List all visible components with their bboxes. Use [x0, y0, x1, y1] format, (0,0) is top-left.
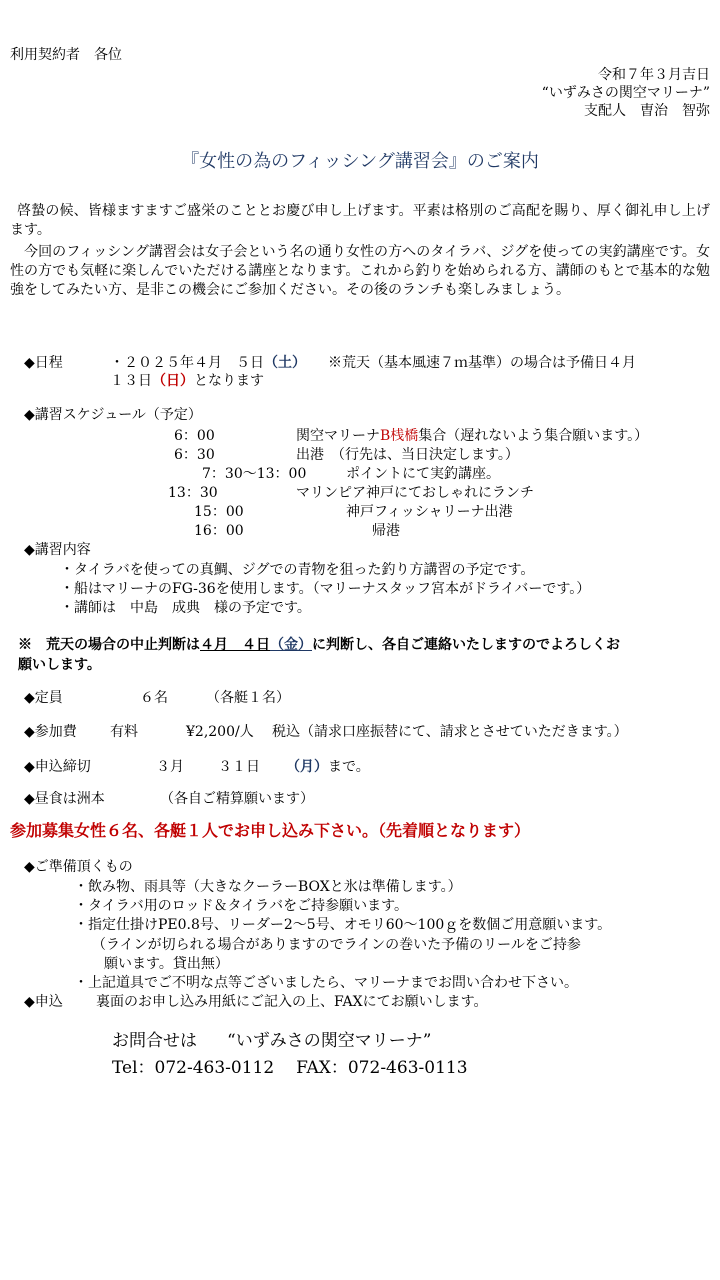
schedule-date-line [110, 354, 636, 373]
contact-tel: Tel：072-463-0112 [112, 1058, 275, 1078]
cancel-weekday: （金） [270, 637, 312, 653]
schedule-desc: マリンピア神戸にておしゃれにランチ [296, 485, 534, 501]
schedule-date: ・２０２５年４月 ５日 [110, 355, 264, 371]
deadline-label: ◆申込締切 [24, 759, 91, 775]
contact-label: お問合せは [112, 1031, 197, 1051]
capacity-note: （各艇１名） [206, 690, 290, 706]
contact-line2 [112, 1056, 468, 1080]
schedule-time: 15：00 [194, 504, 244, 520]
signer: 支配人 曺治 智弥 [584, 103, 710, 119]
contact-line1 [112, 1029, 431, 1053]
prep-item: 願います。貸出無） [104, 956, 229, 972]
fee-label: ◆参加費 [24, 724, 77, 740]
apply-label: ◆申込 [24, 994, 63, 1010]
schedule-time: 16：00 [194, 523, 244, 539]
prep-label: ◆ご準備頂くもの [24, 859, 133, 875]
addressee: 利用契約者 各位 [10, 47, 122, 63]
prep-item: ・指定仕掛けPE0.8号、リーダー2～5号、オモリ60～100ｇを数個ご用意願います。 [74, 917, 612, 933]
schedule-date-label: ◆日程 [24, 355, 63, 371]
lecture-content-item: ・講師は 中島 成典 様の予定です。 [60, 600, 311, 616]
alt-weekday: （日） [152, 373, 194, 389]
alt-date: １３日 [110, 373, 152, 389]
deadline-weekday-line: （月）まで。 [286, 759, 370, 775]
prep-item: ・上記道具でご不明な点等ございましたら、マリーナまでお問い合わせ下さい。 [74, 975, 578, 991]
intro-paragraph-2: 今回のフィッシング講習会は女子会という名の通り女性の方へのタイラバ、ジグを使っての実釣講座です。女性の方でも気軽に楽しんでいただける講座となります。これから釣りを始められる方、講師のもとで基本的な勉強をしてみたい方、是非この機会にご参加ください。その後のランチも楽しみましょう。 [10, 244, 710, 298]
alt-date-line [110, 372, 264, 391]
fee-note: 税込（請求口座振替にて、請求とさせていただきます。） [272, 724, 628, 740]
prep-item: （ラインが切られる場合がありますのでラインの巻いた予備のリールをご持参 [92, 937, 581, 953]
schedule-desc: 出港 （行先は、当日決定します。） [296, 447, 519, 463]
lunch-label: ◆昼食は洲本 [24, 791, 105, 807]
intro-paragraph-1: 啓蟄の候、皆様ますますご盛栄のこととお慶び申し上げます。平素は格別のご高配を賜り、厚く御礼申し上げます。 [10, 203, 710, 238]
schedule-desc: 神戸フィッシャリーナ出港 [346, 504, 513, 520]
schedule-time: 7：30～13：00 [202, 466, 307, 482]
lunch-note: （各自ご精算願います） [160, 791, 314, 807]
schedule-desc: 関空マリーナB桟橋集合（遅れないよう集合願います。） [296, 428, 649, 444]
schedule-time: 6：30 [174, 447, 215, 463]
contact-fax: FAX：072-463-0113 [296, 1058, 468, 1078]
organization: “いずみさの関空マリーナ” [541, 85, 710, 101]
prep-item: ・タイラバ用のロッド＆タイラバをご持参願います。 [74, 898, 409, 914]
cancel-notice: ※ 荒天の場合の中止判断は４月 ４日（金）に判断し、各自ご連絡いたしますのでよろしくお [18, 637, 620, 653]
cancel-notice-line2: 願いします。 [18, 657, 101, 673]
schedule-time: 13：30 [168, 485, 218, 501]
issue-date: 令和７年３月吉日 [598, 67, 710, 83]
deadline-month: ３月 [156, 759, 184, 775]
cancel-date: ４月 ４日 [200, 637, 270, 653]
alt-tail: となります [194, 373, 264, 389]
capacity-label: ◆定員 [24, 690, 63, 706]
schedule-desc: ポイントにて実釣講座。 [346, 466, 500, 482]
capacity-value: ６名 [140, 690, 168, 706]
schedule-desc: 帰港 [372, 523, 400, 539]
schedule-weekday: （土） [264, 355, 306, 371]
lecture-schedule-label: ◆講習スケジュール（予定） [24, 407, 202, 423]
rain-note: ※荒天（基本風速７ｍ基準）の場合は予備日４月 [328, 355, 636, 371]
prep-item: ・飲み物、雨具等（大きなクーラーBOXと氷は準備します。） [74, 879, 462, 895]
contact-org: “いずみさの関空マリーナ” [227, 1031, 432, 1051]
page-title: 『女性の為のフィッシング講習会』のご案内 [181, 151, 539, 172]
schedule-time: 6：00 [174, 428, 215, 444]
lecture-content-item: ・船はマリーナのFG-36を使用します。（マリーナスタッフ宮本がドライバーです。） [60, 581, 591, 597]
apply-text: 裏面のお申し込み用紙にご記入の上、FAXにてお願いします。 [96, 994, 488, 1010]
recruit-banner: 参加募集女性６名、各艇１人でお申し込み下さい。（先着順となります） [10, 821, 531, 840]
lecture-content-item: ・タイラバを使っての真鯛、ジグでの青物を狙った釣り方講習の予定です。 [60, 562, 535, 578]
deadline-day: ３１日 [218, 759, 260, 775]
lecture-content-label: ◆講習内容 [24, 542, 91, 558]
fee-type: 有料 [110, 724, 138, 740]
fee-amount: ¥2,200/人 [186, 724, 254, 740]
